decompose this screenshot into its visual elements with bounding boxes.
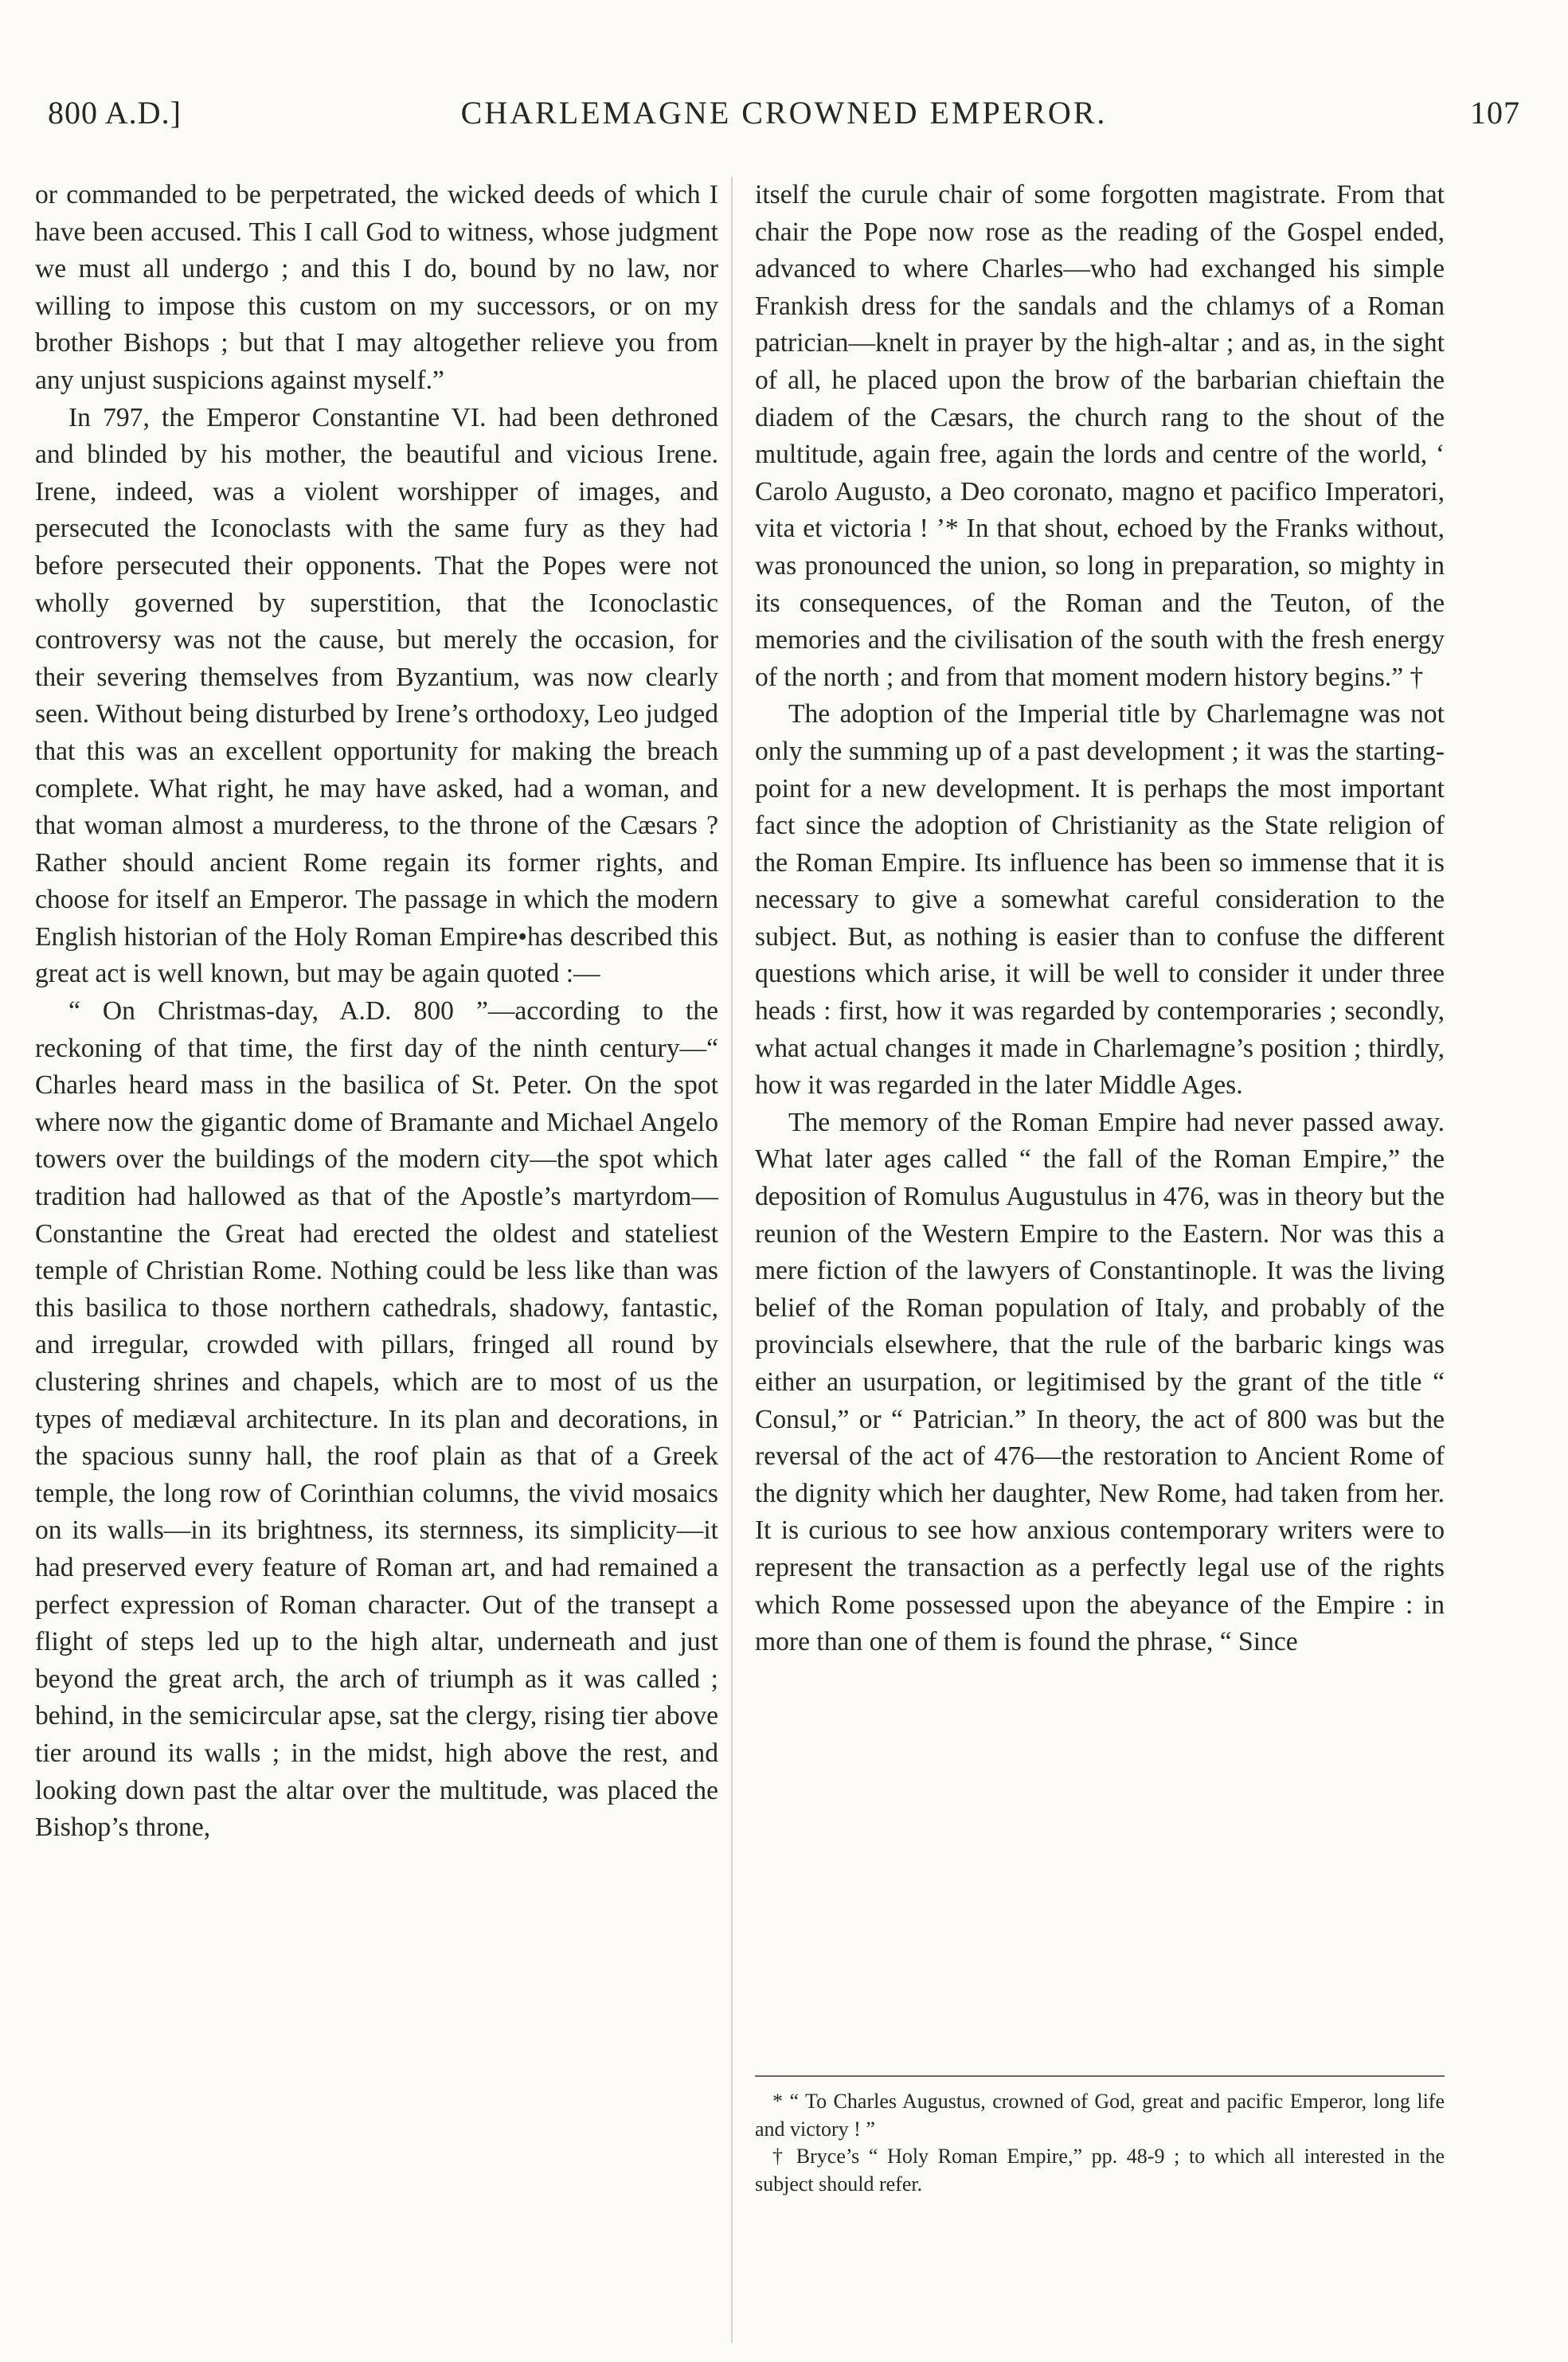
paragraph: In 797, the Emperor Constantine VI. had been dethroned and blinded by his mother, the beautiful and vicious Irene. Irene, indeed, was a violent worshipper of images, and persecuted the Iconoclasts with the same fury as they had before persecuted their opponents. That the Popes were not wholly governed by superstition, that the Iconoclastic controversy was not the cause, but merely the occasion, for their severing themselves from Byzantium, was now clearly seen. Without being disturbed by Irene’s orthodoxy, Leo judged that this was an excellent opportunity for making the breach complete. What right, he may have asked, had a woman, and that woman almost a murderess, to the throne of the Cæsars ? Rather should ancient Rome regain its former rights, and choose for itself an Emperor. The passage in which the modern English historian of the Holy Roman Empire•has described this great act is well known, but may be again quoted :— <box>35 402 718 989</box>
header-chapter-title: CHARLEMAGNE CROWNED EMPEROR. <box>460 95 1108 131</box>
footnote-rule <box>755 2075 1445 2077</box>
paragraph: The memory of the Roman Empire had never passed away. What later ages called “ the fall of the Roman Empire,” the deposition of Romulus Augustulus in 476, was in theory but the reunion of the Western Empire to the Eastern. Nor was this a mere fiction of the lawyers of Constantinople. It was the living belief of the Roman population of Italy, and probably of the provincials elsewhere, that the rule of the barbaric kings was either an usurpation, or legitimised by the grant of the title “ Consul,” or “ Patrician.” In theory, the act of 800 was but the reversal of the act of 476—the restoration to Ancient Rome of the dignity which her daughter, New Rome, had taken from her. It is curious to see how anxious contemporary writers were to represent the transaction as a perfectly legal use of the rights which Rome possessed upon the abeyance of the Empire : in more than one of them is found the phrase, “ Since <box>755 1107 1445 1657</box>
header-date-range: 800 A.D.] <box>48 95 182 131</box>
footnote: * “ To Charles Augustus, crowned of God, great and pacific Emperor, long life and victory ! ” <box>755 2090 1445 2141</box>
running-head <box>48 94 1520 134</box>
column-divider <box>731 177 733 2343</box>
quoted-paragraph: “ On Christmas-day, A.D. 800 ”—according to the reckoning of that time, the first day of the ninth century—“ Charles heard mass in the basilica of St. Peter. On the spot where now the gigantic dome of Bramante and Michael Angelo towers over the buildings of the modern city—the spot which tradition had hallowed as that of the Apostle’s martyrdom—Constantine the Great had erected the oldest and stateliest temple of Christian Rome. Nothing could be less like than was this basilica to those northern cathedrals, shadowy, fantastic, and irregular, crowded with pillars, fringed all round by clustering shrines and chapels, which are to most of us the types of mediæval architecture. In its plan and decorations, in the spacious sunny hall, the roof plain as that of a Greek temple, the long row of Corinthian columns, the vivid mosaics on its walls—in its brightness, its sternness, its simplicity—it had preserved every feature of Roman art, and had remained a perfect expression of Roman character. Out of the transept a flight of steps led up to the high altar, underneath and just beyond the great arch, the arch of triumph as it was called ; behind, in the semicircular apse, sat the clergy, rising tier above tier around its walls ; in the midst, high above the rest, and looking down past the altar over the multitude, was placed the Bishop’s throne, <box>35 996 718 1843</box>
footnote: † Bryce’s “ Holy Roman Empire,” pp. 48-9 ; to which all interested in the subject should refer. <box>755 2145 1445 2196</box>
paragraph: or commanded to be perpetrated, the wicked deeds of which I have been accused. This I call God to witness, whose judgment we must all undergo ; and this I do, bound by no law, nor willing to impose this custom on my successors, or on my brother Bishops ; but that I may altogether relieve you from any unjust suspicions against myself.” <box>35 180 718 395</box>
header-page-number: 107 <box>1470 95 1520 131</box>
right-text-column <box>755 177 1445 1661</box>
left-text-column <box>35 177 718 1847</box>
footnotes <box>755 2088 1445 2198</box>
paragraph: itself the curule chair of some forgotten magistrate. From that chair the Pope now rose as the reading of the Gospel ended, advanced to where Charles—who had exchanged his simple Frankish dress for the sandals and the chlamys of a Roman patrician—knelt in prayer by the high-altar ; and as, in the sight of all, he placed upon the brow of the barbarian chieftain the diadem of the Cæsars, the church rang to the shout of the multitude, again free, again the lords and centre of the world, ‘ Carolo Augusto, a Deo coronato, magno et pacifico Imperatori, vita et victoria ! ’* In that shout, echoed by the Franks without, was pronounced the union, so long in preparation, so mighty in its consequences, of the Roman and the Teuton, of the memories and the civilisation of the south with the fresh energy of the north ; and from that moment modern history begins.” † <box>755 180 1445 692</box>
paragraph: The adoption of the Imperial title by Charlemagne was not only the summing up of a past development ; it was the starting-point for a new development. It is perhaps the most important fact since the adoption of Christianity as the State religion of the Roman Empire. Its influence has been so immense that it is necessary to give a somewhat careful consideration to the subject. But, as nothing is easier than to confuse the different questions which arise, it will be well to consider it under three heads : first, how it was regarded by contemporaries ; secondly, what actual changes it made in Charlemagne’s position ; thirdly, how it was regarded in the later Middle Ages. <box>755 699 1445 1101</box>
